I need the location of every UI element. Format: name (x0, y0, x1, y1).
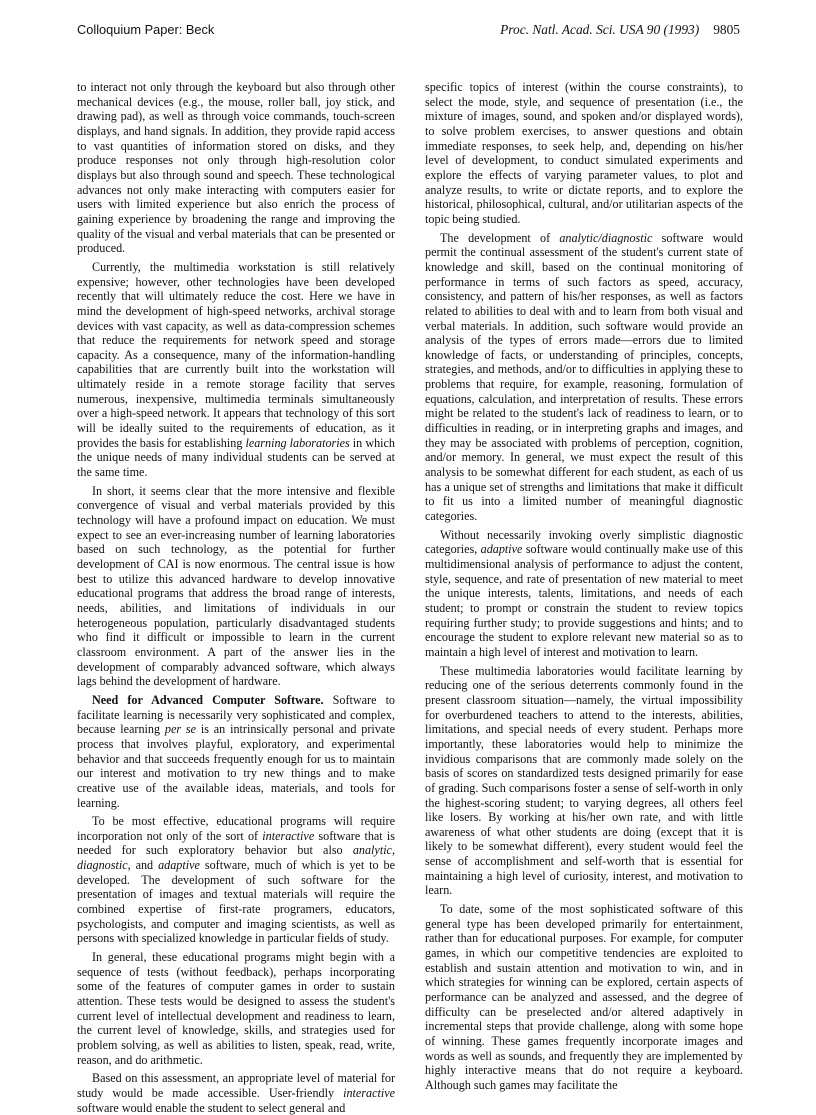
paragraph: Currently, the multimedia workstation is still relatively expensive; however, other technologies have been developed recently that will ultimately reduce the cost. Here we have in mind the development of high-speed networks, archival storage devices with vast capacity, as well as data-compression schemes that reduce the requirements for network speed and storage capacity. As a consequence, many of the information-handling capabilities that are currently built into the workstation will ultimately reside in a remote storage facility that serves numerous, inexpensive, multimedia terminals simultaneously over a high-speed network. It appears that technology of this sort will be ideally suited to the requirements of education, as it provides the basis for establishing learning laboratories in which the unique needs of many individual students can be served at the same time. (77, 259, 395, 480)
paragraph: These multimedia laboratories would facilitate learning by reducing one of the serious deterrents commonly found in the present classroom situation—namely, the virtual impossibility for overburdened teachers to attend to the interests, abilities, limitations, and special needs of every student. Perhaps more importantly, these laboratories would help to minimize the invidious comparisons that are commonly made solely on the basis of scores on standardized tests designed primarily for ease of grading. Such comparisons foster a sense of self-worth in only the highest-scoring student; to varying degrees, all others feel like losers. By working at his/her own rate, and with little awareness of what other students are doing (except that it is likely to be somewhat different), every student would feel the sense of accomplishment and self-worth that is essential for maintaining a high level of curiosity, interest, and motivation to learn. (425, 663, 743, 898)
emphasis: adaptive (158, 858, 200, 873)
paragraph: Need for Advanced Computer Software. Software to facilitate learning is necessarily very sophisticated and complex, because learning per se is an intrinsically personal and private process that involves playful, exploratory, and experimental behavior and that succeeds frequently enough for us to maintain our interest and motivation to try new things and to make creative use of the available ideas, materials, and tools for learning. (77, 692, 396, 810)
header-paper-label: Colloquium Paper: Beck (77, 22, 215, 37)
paragraph: Without necessarily invoking overly simplistic diagnostic categories, adaptive software would continually make use of this multidimensional analysis of performance to adjust the content, style, sequence, and rate of presentation of new material to meet the unique interests, talents, limitations, and needs of each student; to prompt or constrain the student to review topics requiring further study; to provide suggestions and hints; and to encourage the student to explore relevant new material so as to maintain a high level of interest and motivation to learn. (425, 527, 743, 659)
paragraph: In short, it seems clear that the more intensive and flexible convergence of visual and verbal materials provided by this technology will have a profound impact on education. We must expect to see an ever-increasing number of learning laboratories based on such technology, as the potential for further development of CAI is now enormous. The central issue is how best to utilize this advanced hardware to develop innovative educational programs that address the broad range of interests, needs, abilities, and limitations of individuals in our heterogeneous population, particularly disadvantaged students who find it difficult or impossible to learn in the current classroom environment. A part of the answer lies in the development of comparably advanced software, which always lags behind the development of hardware. (77, 483, 395, 689)
emphasis: learning laboratories (245, 435, 350, 450)
paragraph: The development of analytic/diagnostic software would permit the continual assessment of the student's current state of knowledge and skill, based on the continual monitoring of performance in terms of such factors as speed, accuracy, consistency, and pattern of his/her responses, as well as factors related to abilities to deal with and to learn from both visual and verbal materials. In addition, such software would provide an analysis of the types of errors made—errors due to limited knowledge of facts, or understanding of principles, concepts, strategies, and methods, and/or to difficulties in applying these to problems that require, for example, reasoning, formulation of equations, calculation, and interpretation of results. These errors might be related to the student's lack of readiness to learn, or to difficulties in reading, or in interpreting graphs and images, and they may be associated with problems of perception, cognition, and/or memory. In general, we must expect the result of this analysis to be somewhat different for each student, as each of us has a unique set of strengths and limitations that make it difficult to fit us into a limited number of meaningful diagnostic categories. (425, 230, 743, 524)
header-journal: Proc. Natl. Acad. Sci. USA 90 (1993) (500, 22, 700, 37)
paragraph: to interact not only through the keyboard but also through other mechanical devices (e.g., the mouse, roller ball, joy stick, and drawing pad), as well as through voice commands, touch-screen displays, and hand signals. In addition, they provide rapid access to vast quantities of information stored on disks, and they produce responses not only through high-resolution color displays but also through sound and speech. These technological advances not only make interacting with computers easier for users with limited experience but also enrich the process of gaining experience by broadening the range and improving the quality of the visual and verbal materials that can be presented or produced. (77, 80, 395, 256)
right-column (425, 80, 743, 1093)
emphasis: analytic, diagnostic (77, 843, 395, 873)
running-header (77, 22, 740, 42)
left-column (77, 80, 395, 1115)
emphasis: adaptive (480, 542, 523, 557)
page-number: 9805 (713, 22, 740, 37)
paragraph: Based on this assessment, an appropriate level of material for study would be made accessible. User-friendly interactive software would enable the student to select general and (77, 1071, 395, 1115)
paragraph: To be most effective, educational programs will require incorporation not only of the sort of interactive software that is needed for such exploratory behavior but also analytic, diagnostic, and adaptive software, much of which is yet to be developed. The development of such software for the presentation of images and textual materials will require the combined expertise of first-rate programers, educators, psychologists, and computer and imaging scientists, as well as persons with specialized knowledge in particular fields of study. (77, 814, 396, 946)
paragraph: In general, these educational programs might begin with a sequence of tests (without feedback), perhaps incorporating some of the features of computer games in order to sustain attention. These tests would be designed to assess the student's current level of intellectual development and readiness to learn, the current level of knowledge, skills, and strategies used for problem solving, as well as abilities to listen, speak, read, write, reason, and do arithmetic. (77, 950, 395, 1067)
emphasis: per se (164, 722, 197, 737)
paragraph: specific topics of interest (within the course constraints), to select the mode, style, and sequence of presentation (i.e., the mixture of images, sound, and spoken and/or displayed words), to solve problem exercises, to answer questions and obtain immediate responses, to seek help, and, depending on his/her level of development, to conduct simulated experiments and explore the effects of varying parameter values, to plot and analyze results, to write or dictate reports, and to explore the historical, philosophical, cultural, and/or utilitarian aspects of the topic being studied. (425, 80, 743, 226)
emphasis: interactive (262, 828, 315, 843)
paragraph: To date, some of the most sophisticated software of this general type has been developed primarily for entertainment, rather than for educational purposes. For example, for computer games, in which our competitive tendencies are exploited to establish and sustain attention and motivation to win, and in which strategies for winning can be explored, certain aspects of performance can be analyzed and assessed, and the degree of difficulty can be preselected and/or altered adaptively in incremental steps that provide challenge, along with some hope of winning. These games frequently incorporate images and words as well as sounds, and frequently they are implemented by highly interactive means that do not require a keyboard. Although such games may facilitate the (425, 902, 743, 1092)
emphasis: interactive (343, 1085, 395, 1100)
section-heading: Need for Advanced Computer Software. (92, 692, 324, 707)
header-citation (500, 22, 740, 38)
emphasis: analytic/diagnostic (559, 230, 653, 245)
